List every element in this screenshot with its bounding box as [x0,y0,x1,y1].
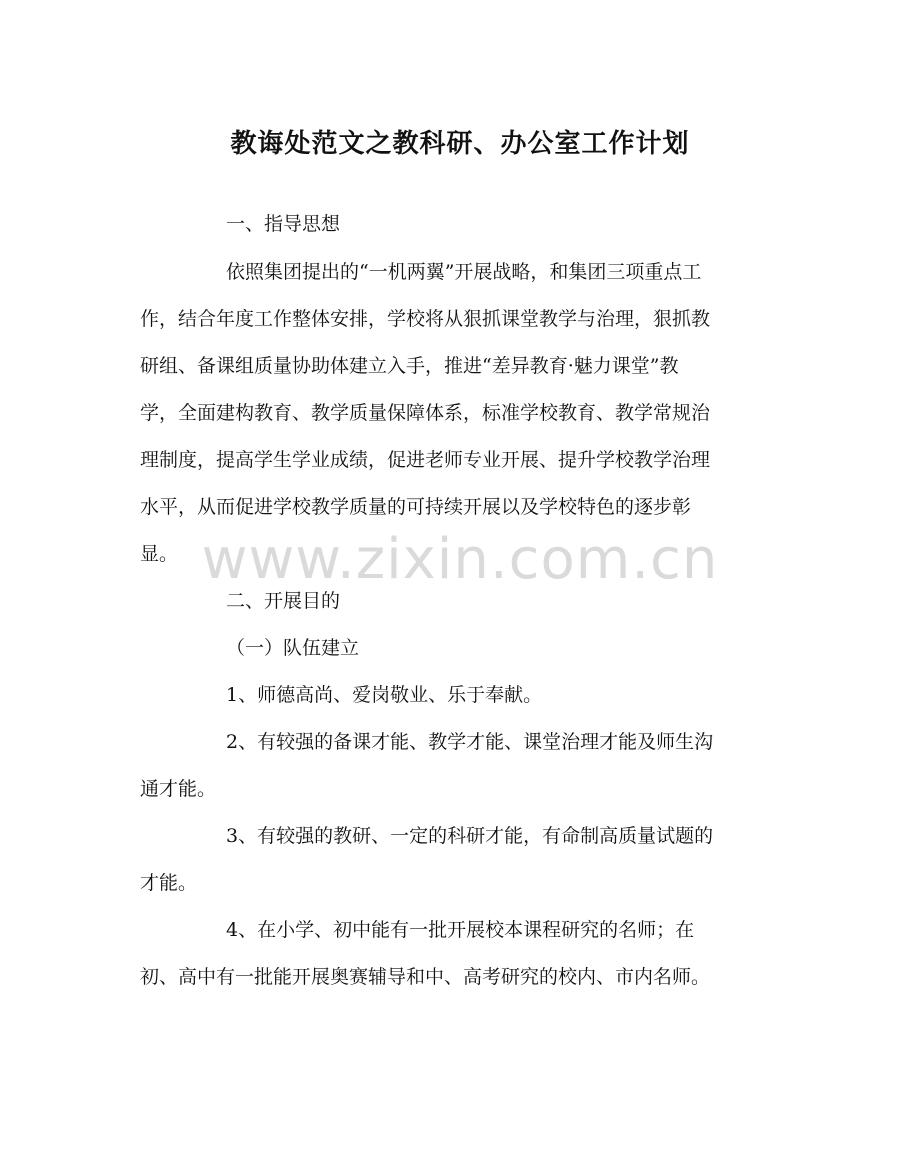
paragraph-line: 水平，从而促进学校教学质量的可持续开展以及学校特色的逐步彰 [140,496,692,518]
list-item-continuation: 初、高中有一批能开展奥赛辅导和中、高考研究的校内、市内名师。 [140,966,711,988]
watermark: www.zixin.com.cn [201,527,719,592]
paragraph-line: 显。 [140,543,179,565]
list-item: 4、在小学、初中能有一批开展校本课程研究的名师；在 [226,919,695,941]
list-item-continuation: 才能。 [140,872,198,894]
list-item: 3、有较强的教研、一定的科研才能，有命制高质量试题的 [226,825,714,847]
paragraph-line: 理制度，提高学生学业成绩，促进老师专业开展、提升学校教学治理 [140,449,711,471]
paragraph-line: 依照集团提出的“一机两翼”开展战略，和集团三项重点工 [226,261,702,283]
list-item-continuation: 通才能。 [140,778,217,800]
section-heading-goals: 二、开展目的 [226,590,341,612]
list-item: 2、有较强的备课才能、教学才能、课堂治理才能及师生沟 [226,731,714,753]
paragraph-line: 作，结合年度工作整体安排，学校将从狠抓课堂教学与治理，狠抓教 [140,308,711,330]
section-heading-guiding-ideology: 一、指导思想 [226,213,341,235]
document-title: 教诲处范文之教科研、办公室工作计划 [230,129,690,159]
paragraph-line: 学，全面建构教育、教学质量保障体系，标准学校教育、教学常规治 [140,402,711,424]
paragraph-line: 研组、备课组质量协助体建立入手，推进“差异教育·魅力课堂”教 [140,355,679,377]
list-item: 1、师德高尚、爱岗敬业、乐于奉献。 [226,684,543,706]
subsection-heading-team-building: （一）队伍建立 [226,637,360,659]
